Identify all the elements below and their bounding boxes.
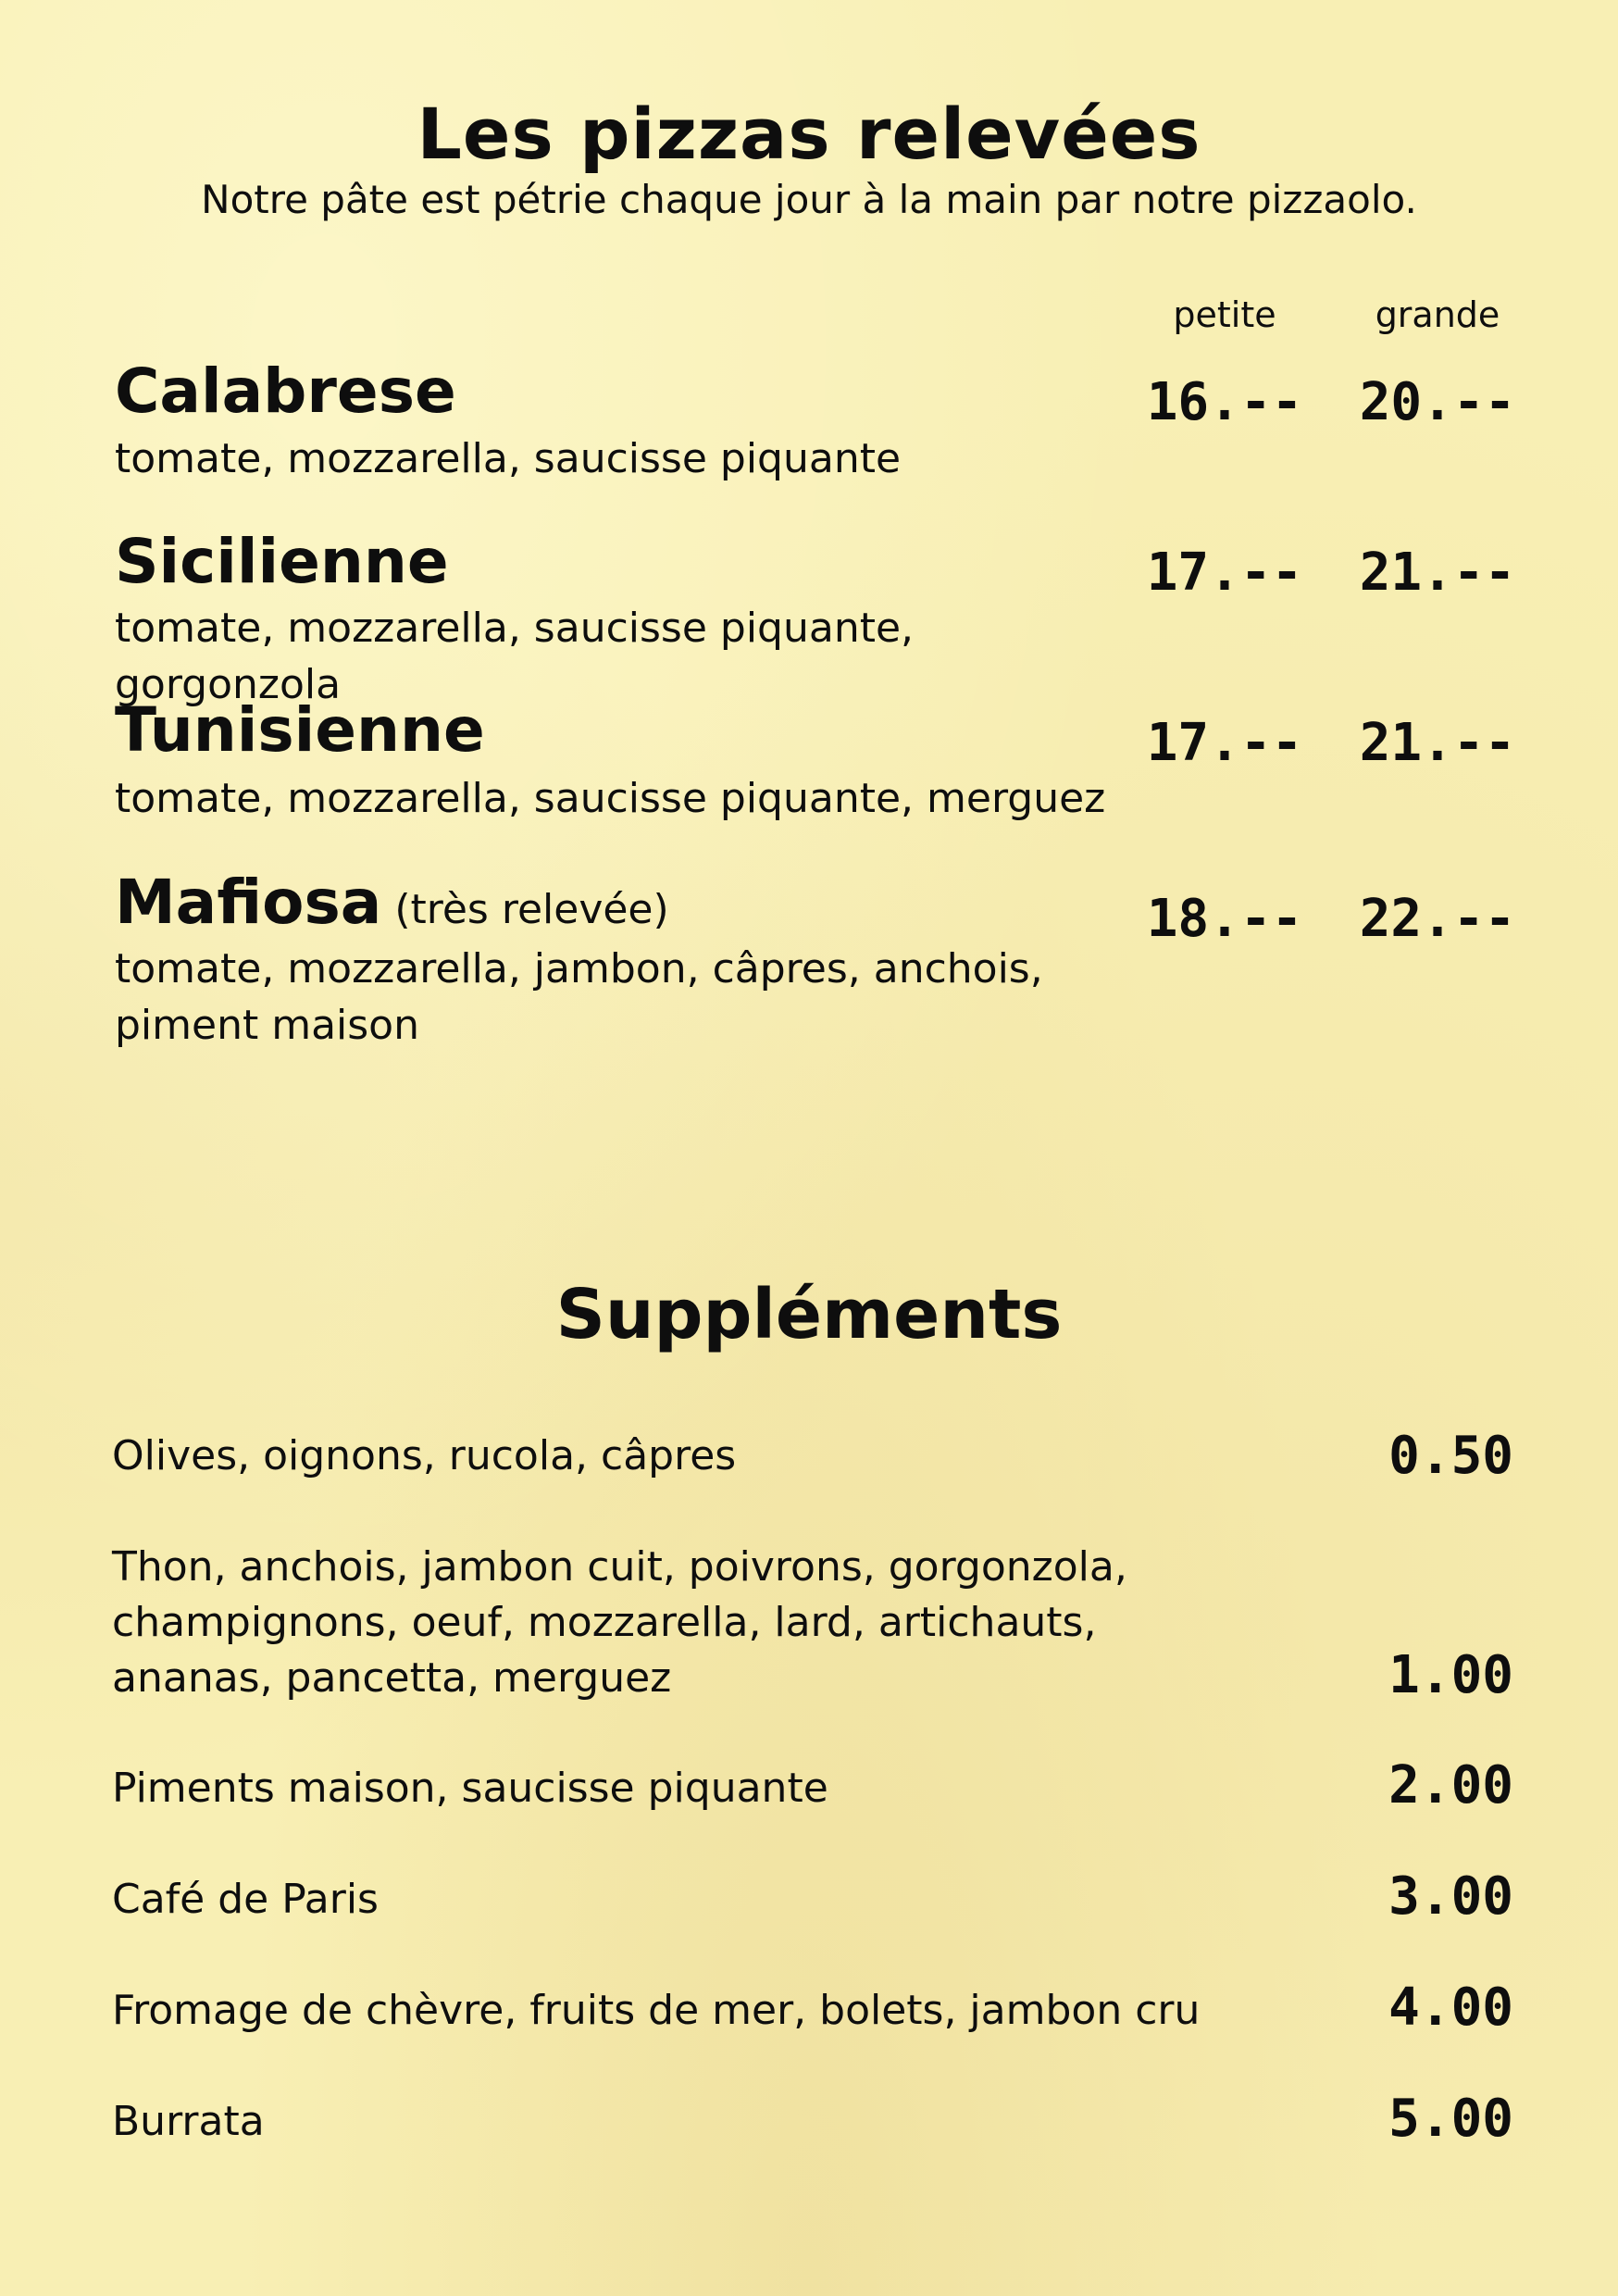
price-petite: 16.-- <box>1146 372 1303 432</box>
supplement-item-text <box>112 1540 1278 1706</box>
supplement-line: Burrata <box>112 2098 265 2145</box>
pizza-name: Tunisienne <box>115 694 485 766</box>
supplement-item-text <box>112 1429 1278 1484</box>
price-grande: 21.-- <box>1359 713 1516 773</box>
supplement-price: 5.00 <box>1388 2089 1513 2149</box>
supplement-line: champignons, oeuf, mozzarella, lard, artichauts, <box>112 1599 1097 1646</box>
menu-subtitle: Notre pâte est pétrie chaque jour à la main par notre pizzaolo. <box>201 177 1417 222</box>
supplement-price: 1.00 <box>1388 1645 1513 1705</box>
supplement-line: ananas, pancetta, merguez <box>112 1654 672 1702</box>
supplement-item-text <box>112 1761 1278 1816</box>
price-petite: 17.-- <box>1146 713 1303 773</box>
supplement-line: Piments maison, saucisse piquante <box>112 1765 828 1812</box>
supplement-price: 4.00 <box>1388 1978 1513 2038</box>
price-petite: 17.-- <box>1146 543 1303 603</box>
price-grande: 21.-- <box>1359 543 1516 603</box>
menu-title: Les pizzas relevées <box>417 93 1201 175</box>
supplement-item-text <box>112 2094 1278 2150</box>
size-header-petite: petite <box>1173 294 1276 335</box>
pizza-heading <box>115 867 669 938</box>
pizza-description-line: piment maison <box>115 1002 419 1049</box>
supplement-line: Thon, anchois, jambon cuit, poivrons, gorgonzola, <box>112 1543 1127 1591</box>
supplement-line: Fromage de chèvre, fruits de mer, bolets, jambon cru <box>112 1987 1201 2034</box>
supplement-price: 2.00 <box>1388 1755 1513 1816</box>
pizza-description: tomate, mozzarella, saucisse piquante, merguez <box>115 775 1106 822</box>
pizza-description: tomate, mozzarella, saucisse piquante, gorgonzola <box>115 605 915 708</box>
pizza-name: Sicilienne <box>115 526 449 597</box>
pizza-spice-note: (très relevée) <box>394 886 669 933</box>
size-header-grande: grande <box>1375 294 1500 335</box>
pizza-description-line: tomate, mozzarella, jambon, câpres, anchois, <box>115 945 1043 992</box>
pizza-description <box>115 941 1133 1054</box>
supplement-price: 0.50 <box>1388 1426 1513 1486</box>
pizza-description: tomate, mozzarella, saucisse piquante <box>115 435 902 482</box>
price-petite: 18.-- <box>1146 889 1303 949</box>
supplement-line: Olives, oignons, rucola, câpres <box>112 1432 737 1479</box>
pizza-name: Calabrese <box>115 356 456 427</box>
pizza-name: Mafiosa <box>115 867 382 938</box>
price-grande: 20.-- <box>1359 372 1516 432</box>
supplement-line: Café de Paris <box>112 1876 379 1923</box>
supplement-item-text <box>112 1983 1278 2039</box>
supplement-item-text <box>112 1872 1278 1928</box>
price-grande: 22.-- <box>1359 889 1516 949</box>
supplement-price: 3.00 <box>1388 1866 1513 1927</box>
supplements-title: Suppléments <box>555 1275 1063 1354</box>
